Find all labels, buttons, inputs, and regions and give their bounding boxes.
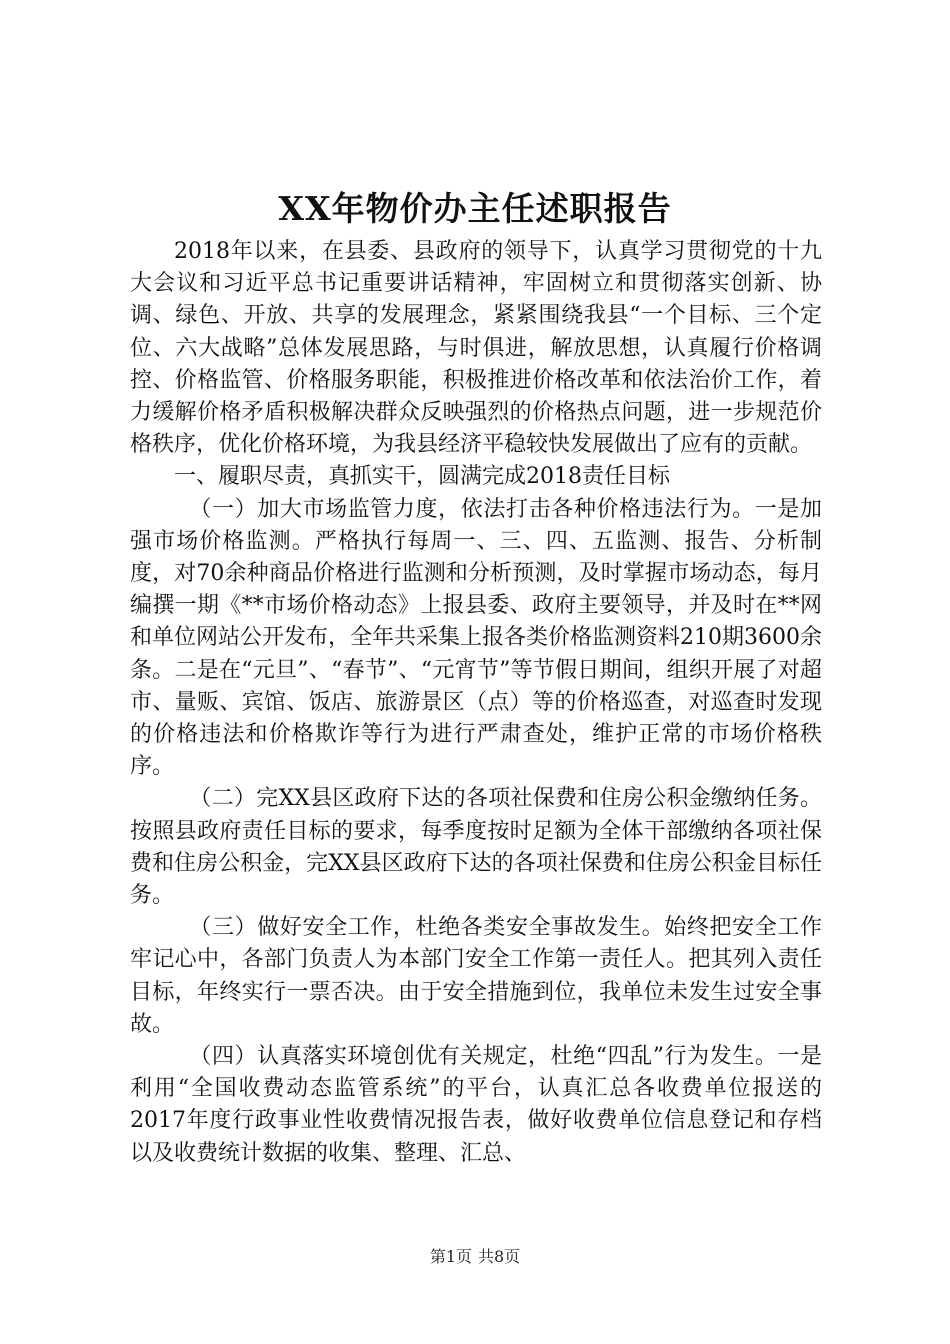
document-body (130, 236, 822, 1170)
page-footer (0, 1244, 950, 1267)
paragraph-item-2: （二）完XX县区政府下达的各项社保费和住房公积金缴纳任务。按照县政府责任目标的要求，每季度按时足额为全体干部缴纳各项社保费和住房公积金，完XX县区政府下达的各项社保费和住房公积金目标任务。 (130, 786, 822, 909)
paragraph-item-3: （三）做好安全工作，杜绝各类安全事故发生。始终把安全工作牢记心中，各部门负责人为本部门安全工作第一责任人。把其列入责任目标，年终实行一票否决。由于安全措施到位，我单位未发生过安全事故。 (130, 915, 822, 1037)
paragraph-intro: 2018年以来，在县委、县政府的领导下，认真学习贯彻党的十九大会议和习近平总书记重要讲话精神，牢固树立和贯彻落实创新、协调、绿色、开放、共享的发展理念，紧紧围绕我县“一个目标、三个定位、六大战略”总体发展思路，与时俱进，解放思想，认真履行价格调控、价格监管、价格服务职能，积极推进价格改革和依法治价工作，着力缓解价格矛盾积极解决群众反映强烈的价格热点问题，进一步规范价格秩序，优化价格环境，为我县经济平稳较快发展做出了应有的贡献。 (130, 239, 822, 458)
page-total: 共8页 (478, 1247, 521, 1266)
page-number: 第1页 (429, 1247, 472, 1266)
paragraph-item-1: （一）加大市场监管力度，依法打击各种价格违法行为。一是加强市场价格监测。严格执行每周一、三、四、五监测、报告、分析制度，对70余种商品价格进行监测和分析预测，及时掌握市场动态，每月编撰一期《**市场价格动态》上报县委、政府主要领导，并及时在**网和单位网站公开发布，全年共采集上报各类价格监测资料210期3600余条。二是在“元旦”、“春节”、“元宵节”等节假日期间，组织开展了对超市、量贩、宾馆、饭店、旅游景区（点）等的价格巡查，对巡查时发现的价格违法和价格欺诈等行为进行严肃查处，维护正常的市场价格秩序。 (130, 496, 822, 780)
section-heading-1: 一、履职尽责，真抓实干，圆满完成2018责任目标 (174, 464, 670, 490)
document-title: XX年物价办主任述职报告 (278, 189, 672, 228)
paragraph-item-4: （四）认真落实环境创优有关规定，杜绝“四乱”行为发生。一是利用“全国收费动态监管系统”的平台，认真汇总各收费单位报送的2017年度行政事业性收费情况报告表，做好收费单位信息登记和存档以及收费统计数据的收集、整理、汇总、 (130, 1044, 822, 1166)
